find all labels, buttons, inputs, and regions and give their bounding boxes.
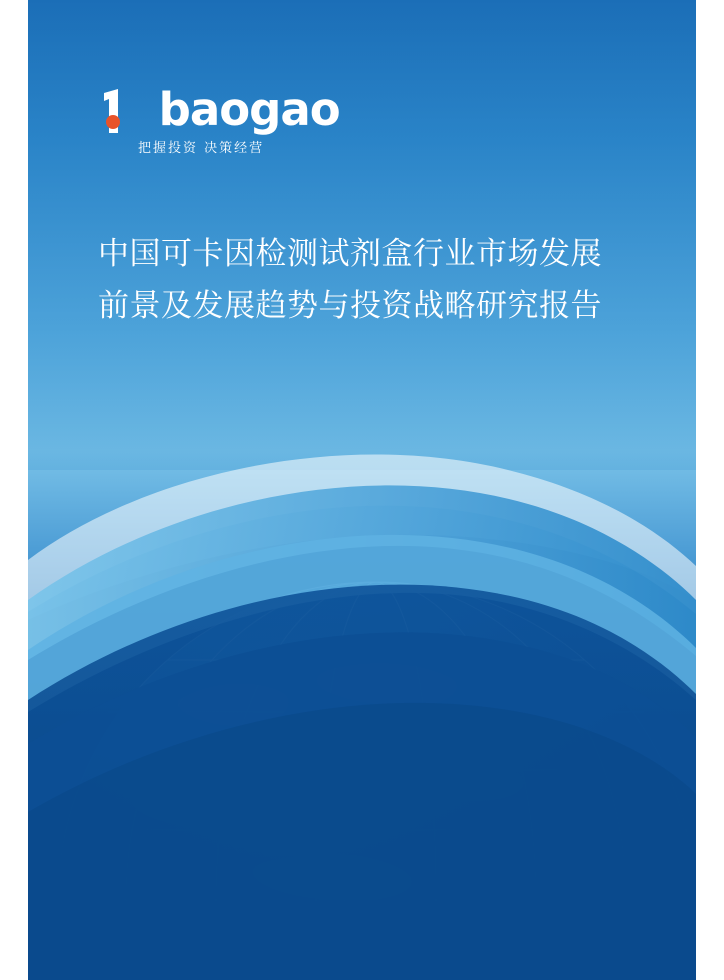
logo-wordmark bbox=[100, 85, 340, 135]
cover-background bbox=[28, 0, 696, 980]
report-title-line-2: 前景及发展趋势与投资战略研究报告 bbox=[98, 288, 602, 324]
logo-brand-text: baogao bbox=[158, 83, 340, 136]
company-logo bbox=[100, 85, 350, 170]
report-title bbox=[98, 228, 628, 332]
report-title-line-1: 中国可卡因检测试剂盒行业市场发展 bbox=[98, 236, 602, 272]
logo-slogan: 把握投资 决策经营 bbox=[138, 141, 265, 156]
